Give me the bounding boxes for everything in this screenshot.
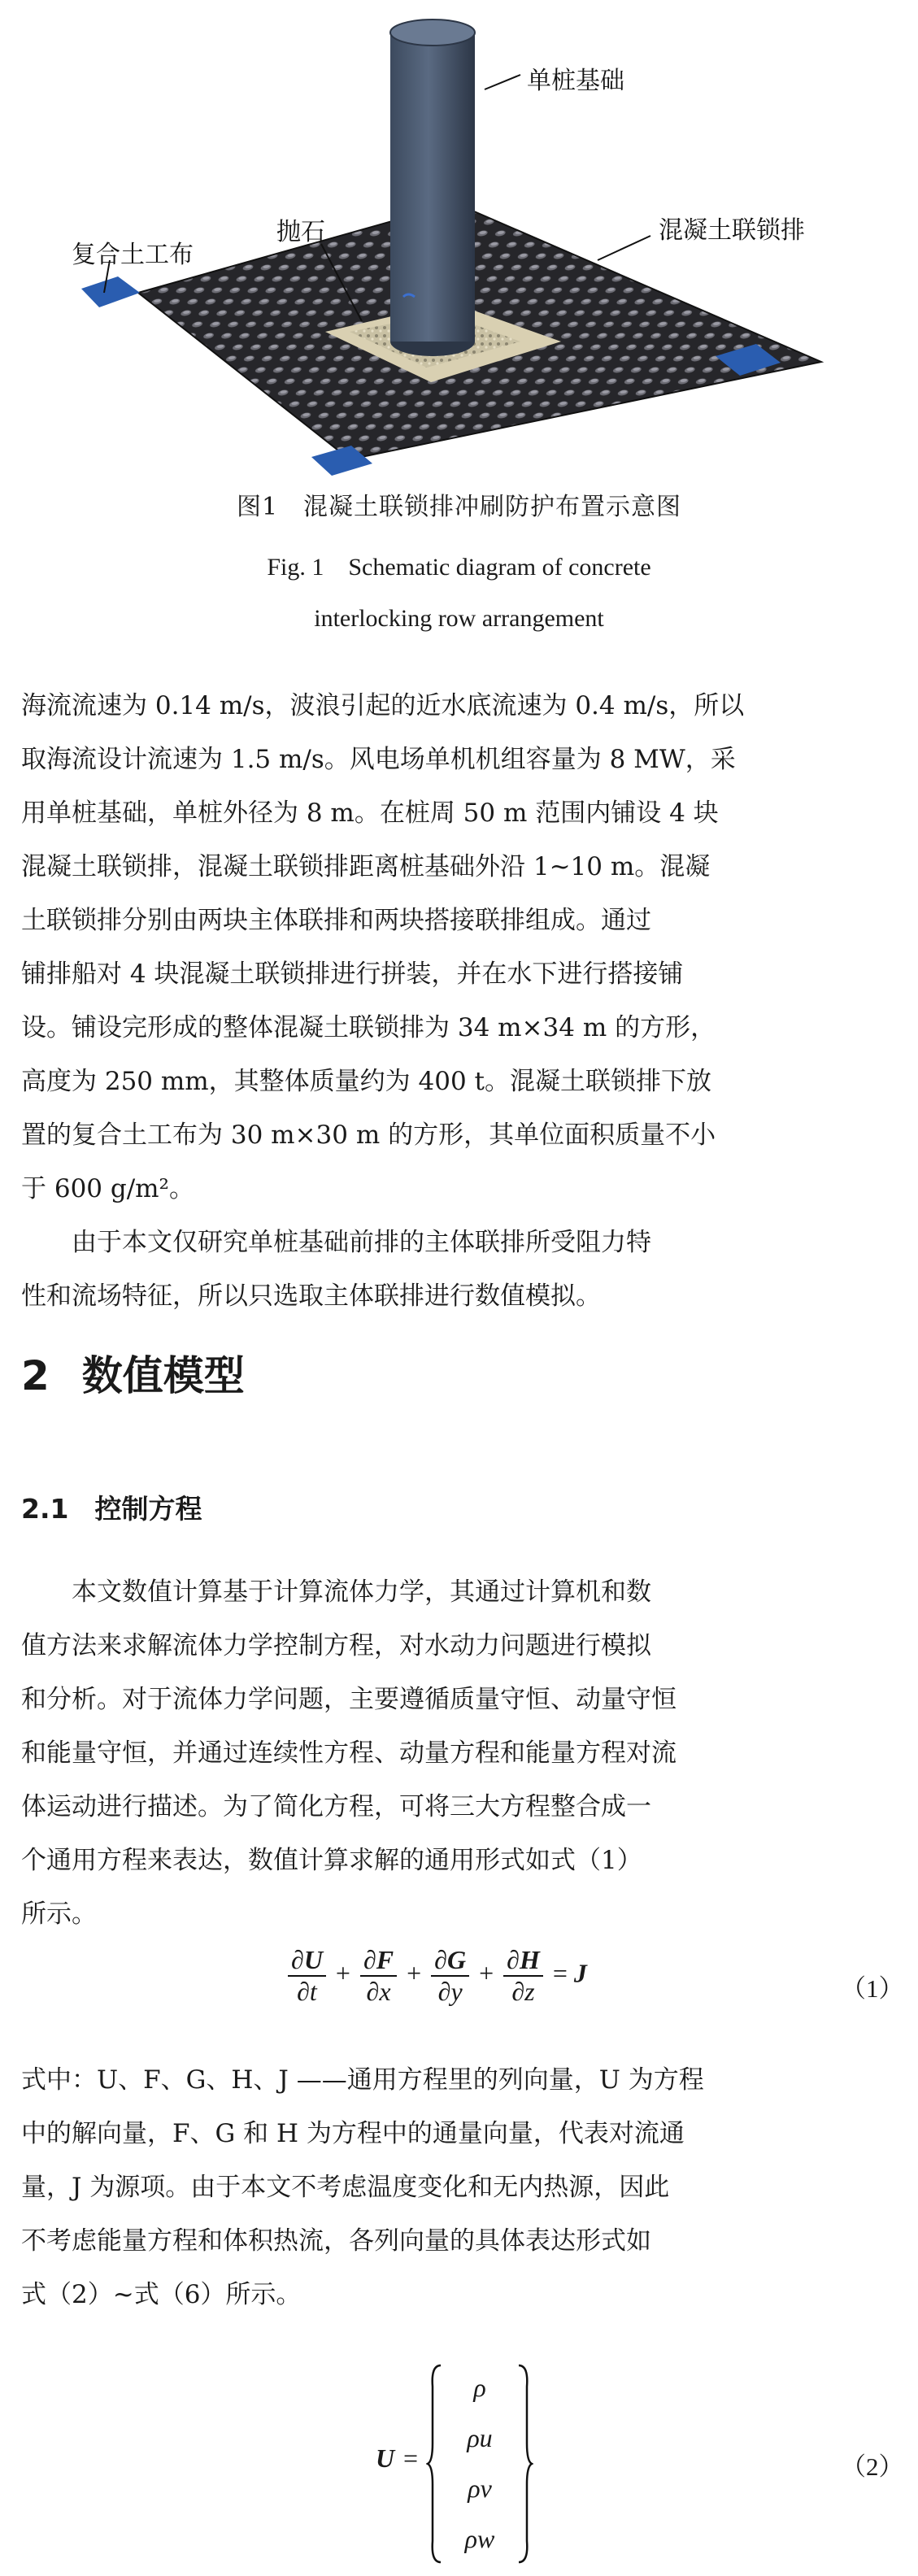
paragraph-4 [21, 2053, 896, 2321]
equation-2: U = ρ ρu ρv ρw [376, 2362, 555, 2565]
riprap-callout: 抛石 [276, 218, 325, 246]
text-line: 设。铺设完形成的整体混凝土联锁排为 34 m×34 m 的方形， [21, 1013, 716, 1042]
text-line: 本文数值计算基于计算流体力学，其通过计算机和数 [72, 1577, 651, 1607]
subsection-title: 控制方程 [94, 1493, 202, 1525]
eq1-term: $\frac{\partial H}{\partial z}$ [503, 1945, 543, 2007]
figure-1 [0, 0, 918, 488]
eq1-term: $\frac{\partial G}{\partial y}$ [431, 1945, 469, 2007]
text-line: 性和流场特征，所以只选取主体联排进行数值模拟。 [21, 1281, 601, 1311]
text-line: 和能量守恒，并通过连续性方程、动量方程和能量方程对流 [21, 1738, 677, 1768]
text-line: 和分析。对于流体力学问题，主要遵循质量守恒、动量守恒 [21, 1685, 677, 1714]
paragraph-1 [21, 679, 896, 1216]
text-line: 海流流速为 0.14 m/s，波浪引起的近水底流速为 0.4 m/s，所以 [21, 691, 745, 720]
eq2-entry: ρu [467, 2423, 493, 2452]
eq1-term: $\frac{\partial U}{\partial t}$ [288, 1945, 326, 2007]
pile-callout: 单桩基础 [527, 67, 624, 95]
paragraph-3 [21, 1565, 896, 1941]
section-heading [21, 1343, 245, 1402]
text-line: 用单桩基础，单桩外径为 8 m。在桩周 50 m 范围内铺设 4 块 [21, 798, 719, 828]
equation-1-number: （1） [841, 1974, 904, 2003]
text-line: 铺排船对 4 块混凝土联锁排进行拼装，并在水下进行搭接铺 [21, 959, 684, 989]
figure-caption-cn: 图1 混凝土联锁排冲刷防护布置示意图 [236, 493, 682, 521]
text-line: 量，J 为源项。由于本文不考虑温度变化和无内热源，因此 [21, 2173, 670, 2202]
text-line: 高度为 250 mm，其整体质量约为 400 t。混凝土联锁排下放 [21, 1067, 712, 1096]
text-line: 体运动进行描述。为了简化方程，可将三大方程整合成一 [21, 1792, 651, 1821]
text-line: 中的解向量，F、G 和 H 为方程中的通量向量，代表对流通 [21, 2119, 685, 2148]
subsection-heading [21, 1488, 202, 1526]
right-brace [516, 2362, 533, 2565]
text-line: 置的复合土工布为 30 m×30 m 的方形，其单位面积质量不小 [21, 1120, 716, 1150]
eq2-lhs: U [376, 2443, 395, 2473]
paragraph-2 [21, 1216, 896, 1323]
equation-2-number: （2） [841, 2452, 904, 2481]
eq2-entry: ρw [464, 2524, 495, 2553]
text-line: 不考虑能量方程和体积热流，各列向量的具体表达形式如 [21, 2226, 651, 2256]
text-line: 由于本文仅研究单桩基础前排的主体联排所受阻力特 [72, 1228, 651, 1257]
eq1-term: $\frac{\partial F}{\partial x}$ [360, 1945, 397, 2007]
corner-pad [81, 276, 140, 307]
eq2-entry: ρv [468, 2474, 492, 2503]
eq2-entry: ρ [473, 2373, 486, 2402]
eq1-rhs: J [573, 1958, 587, 1988]
figure-caption-en-line1: Fig. 1 Schematic diagram of concrete [267, 554, 651, 581]
subsection-number: 2.1 [21, 1493, 69, 1525]
text-line: 混凝土联锁排，混凝土联锁排距离桩基础外沿 1~10 m。混凝 [21, 852, 711, 881]
text-line: 土联锁排分别由两块主体联排和两块搭接联排组成。通过 [21, 906, 651, 935]
text-line: 于 600 g/m²。 [21, 1174, 194, 1203]
text-line: 式中：U、F、G、H、J ——通用方程里的列向量，U 为方程 [21, 2065, 704, 2095]
section-title: 数值模型 [81, 1352, 245, 1399]
section-number: 2 [21, 1352, 50, 1399]
text-line: 所示。 [21, 1899, 97, 1929]
geotextile-callout: 复合土工布 [72, 241, 194, 269]
equation-1: $\frac{\partial U}{\partial t}$ + $\frac{\partial F}{\partial x}$ + $\frac{\partial G}{\partial y}$ + $\frac{\partial H}{\partial z}$ = J [285, 1945, 587, 2007]
figure-caption-en-line2: interlocking row arrangement [314, 605, 604, 632]
text-line: 式（2）~式（6）所示。 [21, 2280, 302, 2309]
monopile [390, 33, 475, 342]
text-line: 个通用方程来表达，数值计算求解的通用形式如式（1） [21, 1846, 642, 1875]
text-line: 取海流设计流速为 1.5 m/s。风电场单机机组容量为 8 MW，采 [21, 745, 736, 774]
mattress-callout: 混凝土联锁排 [659, 216, 805, 245]
left-brace [426, 2362, 444, 2565]
text-line: 值方法来求解流体力学控制方程，对水动力问题进行模拟 [21, 1631, 651, 1660]
